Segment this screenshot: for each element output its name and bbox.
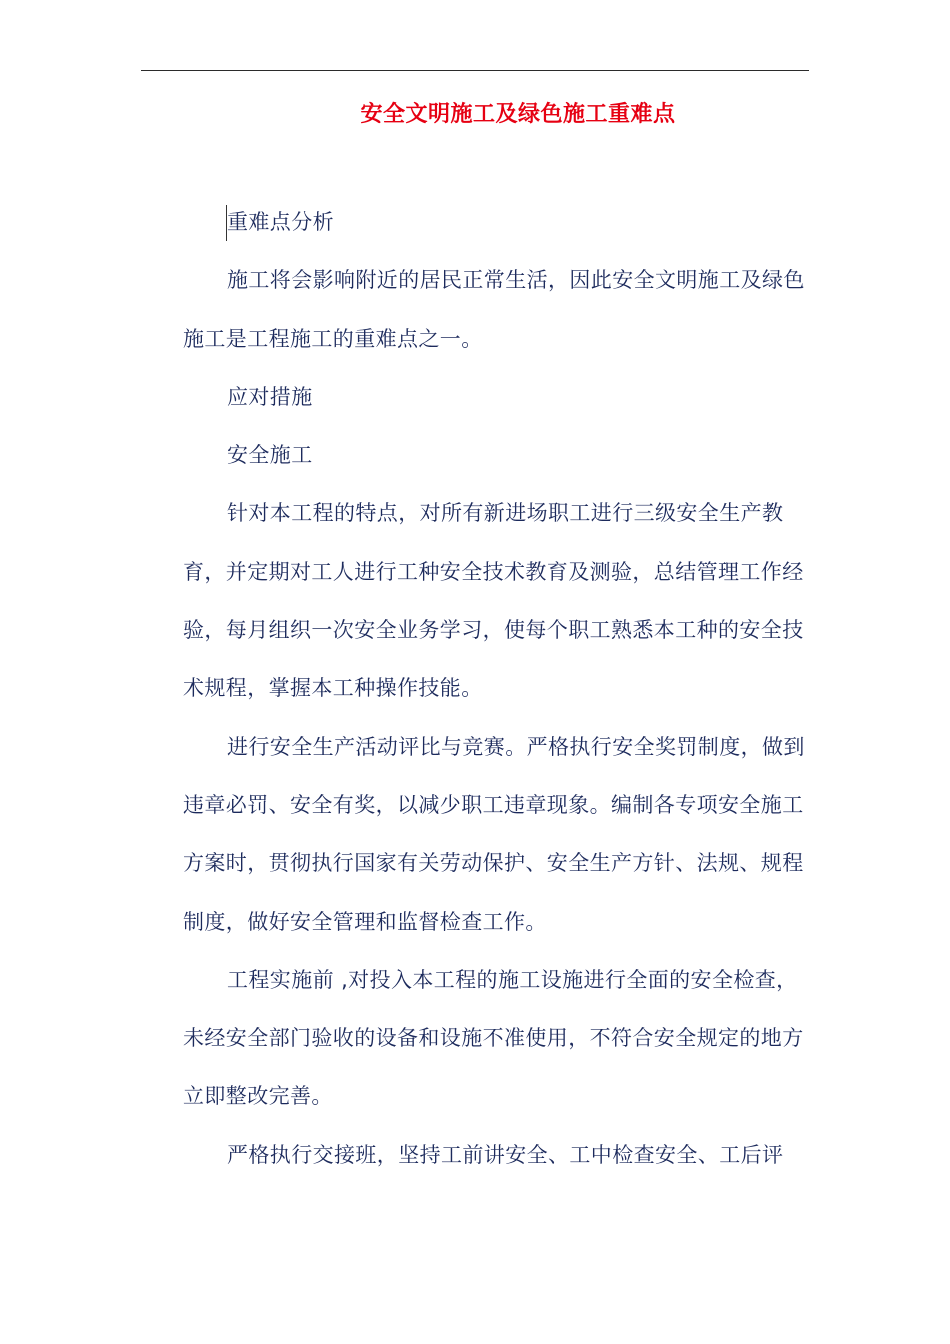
header-rule	[141, 70, 809, 71]
paragraph-shift-handover: 严格执行交接班，坚持工前讲安全、工中检查安全、工后评	[227, 1142, 784, 1167]
document-body	[183, 193, 813, 1184]
paragraph-analysis: 施工将会影响附近的居民正常生活，因此安全文明施工及绿色施工是工程施工的重难点之一。	[183, 268, 805, 351]
paragraph-safety-competition: 进行安全生产活动评比与竞赛。严格执行安全奖罚制度，做到违章必罚、安全有奖，以减少职工违章现象。编制各专项安全施工方案时，贯彻执行国家有关劳动保护、安全生产方针、法规、规程制度，做好安全管理和监督检查工作。	[183, 734, 805, 934]
paragraph-safety-education: 针对本工程的特点，对所有新进场职工进行三级安全生产教育，并定期对工人进行工种安全技术教育及测验，总结管理工作经验，每月组织一次安全业务学习，使每个职工熟悉本工种的安全技术规程，掌握本工种操作技能。	[183, 501, 804, 701]
paragraph-safety-inspection: 工程实施前 ,对投入本工程的施工设施进行全面的安全检查，未经安全部门验收的设备和设施不准使用，不符合安全规定的地方立即整改完善。	[183, 967, 804, 1109]
paragraph-heading-safety: 安全施工	[227, 443, 313, 468]
document-title: 安全文明施工及绿色施工重难点	[360, 102, 676, 127]
paragraph-heading-measures: 应对措施	[227, 384, 313, 409]
paragraph-heading-analysis: 重难点分析	[227, 210, 334, 234]
